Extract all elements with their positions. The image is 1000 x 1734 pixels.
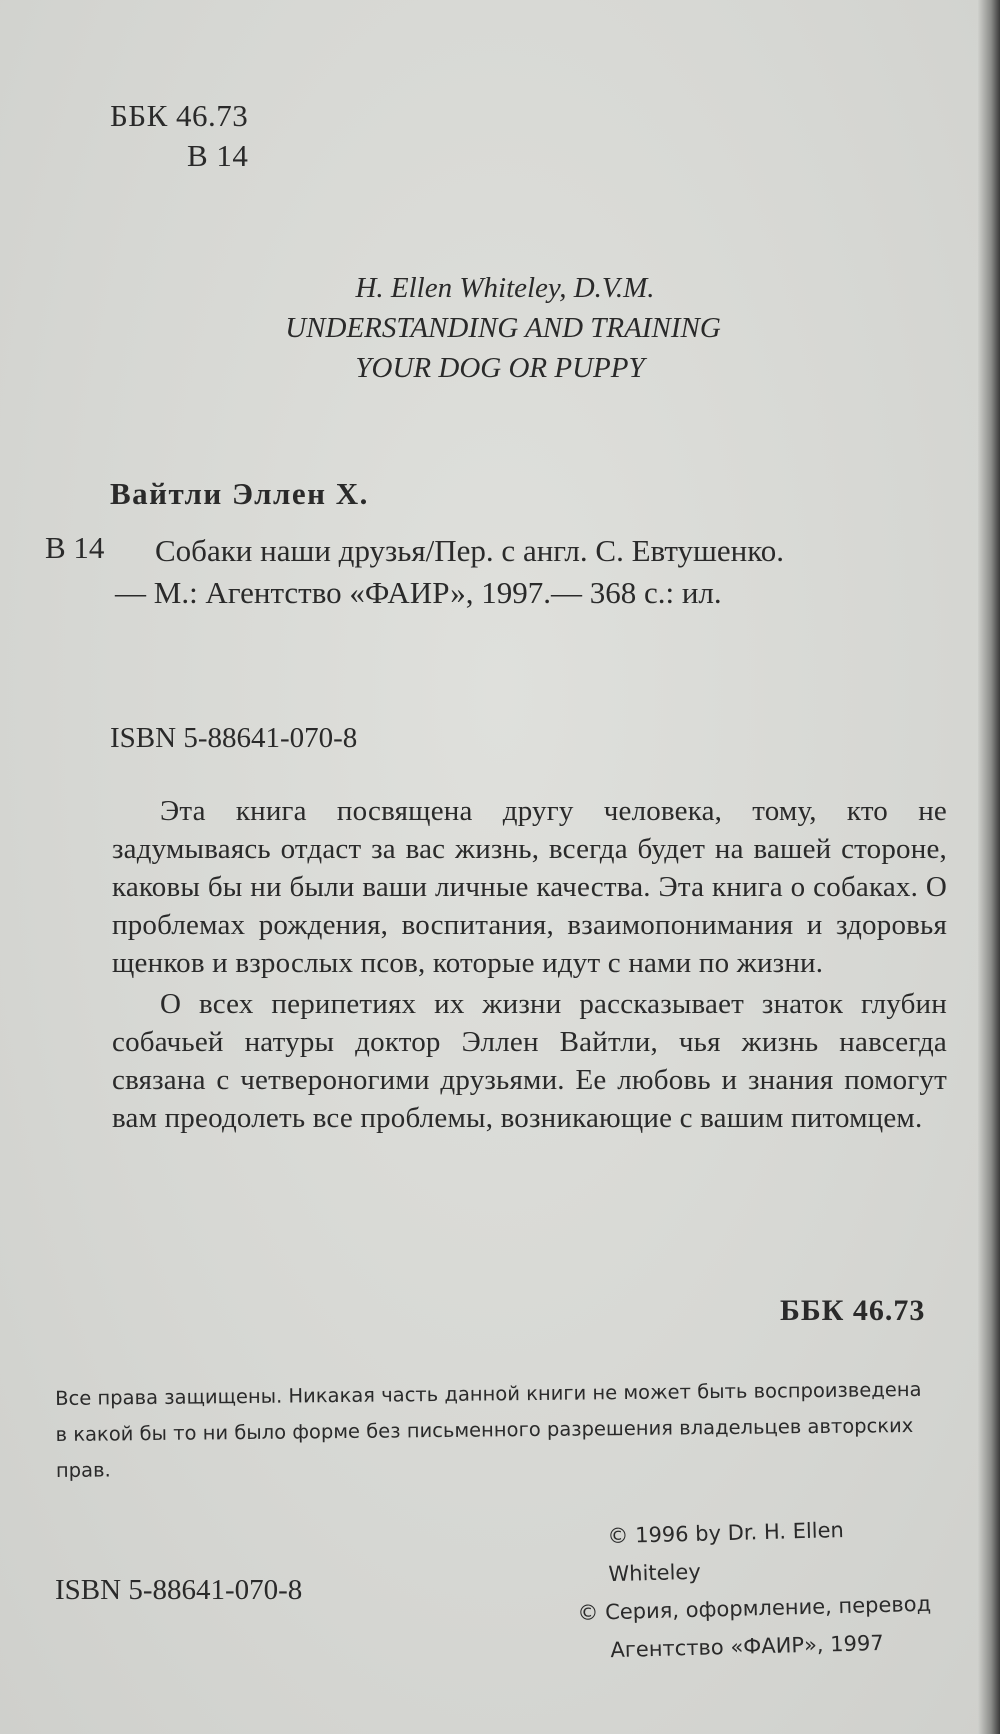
rights-notice: Все права защищены. Никакая часть данной книги не может быть воспроизведена в какой бы то ни было форме без письменного разрешения владельцев авторских прав. [55,1377,922,1482]
copyright-line-1: © 1996 by Dr. H. Ellen Whiteley [607,1517,845,1587]
catalog-author: Вайтли Эллен Х. [110,476,369,511]
biblio-line-2: — М.: Агентство «ФАИР», 1997.— 368 с.: ил. [115,575,722,610]
copyright-block [575,1509,939,1670]
author-code: В 14 [187,138,249,173]
original-title-line-1: UNDERSTANDING AND TRAINING [285,312,721,344]
original-author: H. Ellen Whiteley, D.V.M. [355,272,655,304]
original-title-block [0,268,1000,388]
isbn-bottom: ISBN 5-88641-070-8 [55,1574,303,1606]
page-edge-shadow [978,0,1000,1734]
copyright-line-2: © Серия, оформление, перевод [577,1591,932,1625]
original-title-line-2: YOUR DOG OR PUPPY [355,352,645,384]
abstract [112,792,947,1140]
bbk-index: ББК 46.73 [110,98,249,133]
abstract-paragraph-1: Эта книга посвящена другу человека, тому, кто не задумываясь отдаст за вас жизнь, всегда будет на вашей стороне, каковы бы ни были ваши личные качества. Эта книга о собаках. О проблемах рождения, воспитания, взаимопонимания и здоровья щенков и взрослых псов, которые идут с нами по жизни. [112,795,947,979]
bbk-header [110,96,248,176]
bibliographic-record [115,530,975,614]
catalog-code: В 14 [45,530,105,565]
copyright-line-3: Агентство «ФАИР», 1997 [610,1630,884,1663]
isbn-top: ISBN 5-88641-070-8 [110,722,358,754]
abstract-paragraph-2: О всех перипетиях их жизни рассказывает знаток глубин собачьей натуры доктор Эллен Вайтли, чья жизнь навсегда связана с четвероногими друзьями. Ее любовь и знания помогут вам преодолеть все проблемы, возникающие с вашим питомцем. [112,988,947,1134]
bbk-footer: ББК 46.73 [780,1294,926,1327]
biblio-line-1: Собаки наши друзья/Пер. с англ. С. Евтушенко. [155,533,784,568]
